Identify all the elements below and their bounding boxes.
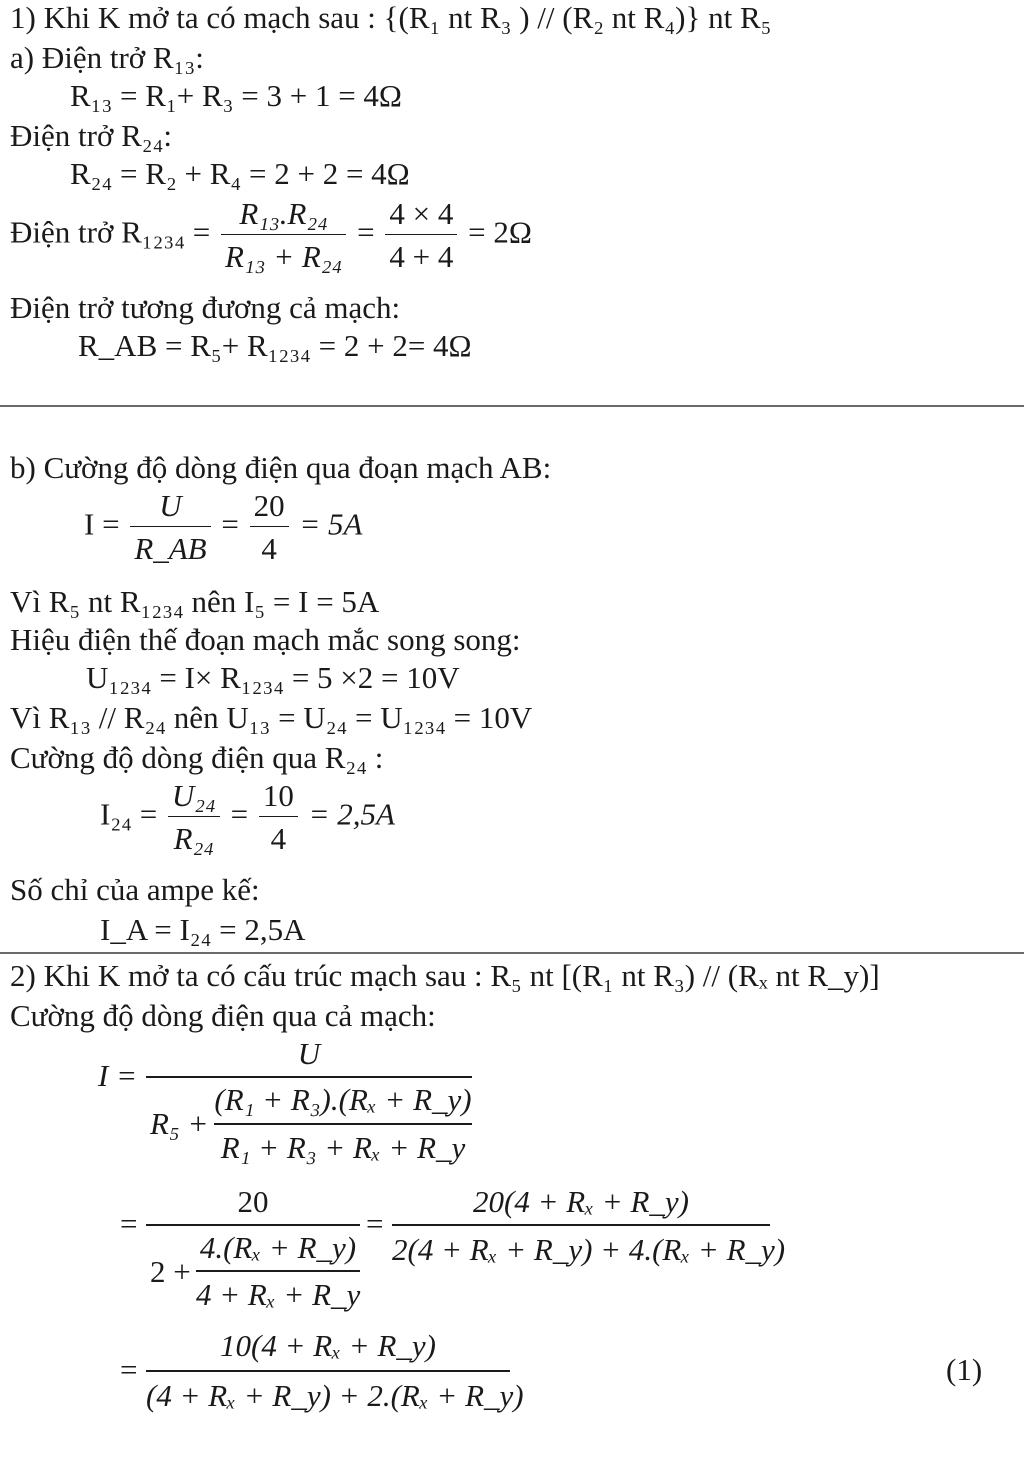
formula1-numerator: U xyxy=(297,1036,321,1071)
equation-number: (1) xyxy=(946,1352,983,1387)
i5-statement: Vì R₅ nt R₁₂₃₄ nên I₅ = I = 5A xyxy=(10,584,380,619)
fraction-bar xyxy=(146,1224,360,1226)
formula1-inner-denominator: R₁ + R₃ + Rₓ + R_y xyxy=(220,1130,466,1165)
fraction-bar xyxy=(196,1270,360,1272)
fraction-numerator: U₂₄ xyxy=(168,778,220,817)
fraction-bar xyxy=(214,1123,472,1125)
current-fraction-1 xyxy=(130,488,210,567)
r1234-fraction-1 xyxy=(221,196,346,275)
formula2-inner-denominator: 4 + Rₓ + R_y xyxy=(196,1277,361,1312)
part2-heading: 2) Khi K mở ta có cấu trúc mạch sau : R₅ nt [(R₁ nt R₃) // (Rₓ nt R_y)] xyxy=(10,958,880,993)
total-current-label: Cường độ dòng điện qua cả mạch: xyxy=(10,998,436,1033)
formula2-inner-numerator: 4.(Rₓ + R_y) xyxy=(199,1230,357,1265)
section-divider xyxy=(0,952,1024,954)
formula1-inner-numerator: (R₁ + R₃).(Rₓ + R_y) xyxy=(214,1082,472,1117)
i24-lhs: I₂₄ = xyxy=(100,796,158,832)
formula4-numerator: 10(4 + Rₓ + R_y) xyxy=(220,1328,436,1363)
current-result: = 5A xyxy=(299,506,363,542)
equals-sign: = xyxy=(120,1352,138,1387)
equation-r13: R₁₃ = R₁+ R₃ = 3 + 1 = 4Ω xyxy=(70,78,402,113)
r24-label: Điện trở R₂₄: xyxy=(10,118,172,153)
fraction-numerator: U xyxy=(130,488,210,527)
formula1-denominator-prefix: R₅ + xyxy=(150,1106,209,1141)
u13-statement: Vì R₁₃ // R₂₄ nên U₁₃ = U₂₄ = U₁₂₃₄ = 10V xyxy=(10,700,533,735)
fraction-numerator: 10 xyxy=(259,778,298,817)
voltage-label: Hiệu điện thế đoạn mạch mắc song song: xyxy=(10,622,521,657)
part-a-label: a) Điện trở R₁₃: xyxy=(10,40,204,75)
equation-u1234: U₁₂₃₄ = I× R₁₂₃₄ = 5 ×2 = 10V xyxy=(86,660,460,695)
i-lhs: I = xyxy=(98,1058,137,1093)
fraction-denominator: R₂₄ xyxy=(173,821,215,856)
fraction-bar xyxy=(392,1224,770,1226)
equation-r1234 xyxy=(10,196,532,275)
fraction-denominator: 4 + 4 xyxy=(389,239,454,274)
equals-sign: = xyxy=(366,1206,384,1241)
formula2-denominator-prefix: 2 + xyxy=(150,1254,191,1289)
r1234-fraction-2 xyxy=(385,196,457,275)
fraction-numerator: 4 × 4 xyxy=(385,196,457,235)
equation-r24: R₂₄ = R₂ + R₄ = 2 + 2 = 4Ω xyxy=(70,156,410,191)
equation-i24 xyxy=(100,778,395,857)
fraction-denominator: 4 xyxy=(270,821,287,856)
equation-current-i xyxy=(84,488,362,567)
formula4-denominator: (4 + Rₓ + R_y) + 2.(Rₓ + R_y) xyxy=(146,1378,524,1413)
fraction-denominator: 4 xyxy=(261,531,277,566)
fraction-denominator: R₁₃ + R₂₄ xyxy=(224,239,343,274)
fraction-bar xyxy=(146,1370,510,1372)
fraction-denominator: R_AB xyxy=(134,531,207,566)
equivalent-resistance-label: Điện trở tương đương cả mạch: xyxy=(10,290,401,325)
equation-rab: R_AB = R₅+ R₁₂₃₄ = 2 + 2= 4Ω xyxy=(78,328,472,363)
equals-sign: = xyxy=(221,506,239,542)
part1-heading: 1) Khi K mở ta có mạch sau : {(R₁ nt R₃ ) // (R₂ nt R₄)} nt R₅ xyxy=(10,0,772,35)
fraction-bar xyxy=(146,1076,472,1078)
section-divider xyxy=(0,405,1024,407)
ammeter-label: Số chỉ của ampe kế: xyxy=(10,872,260,907)
i24-label: Cường độ dòng điện qua R₂₄ : xyxy=(10,740,384,775)
equals-sign: = xyxy=(357,214,375,250)
part-b-label: b) Cường độ dòng điện qua đoạn mạch AB: xyxy=(10,450,552,485)
formula3-numerator: 20(4 + Rₓ + R_y) xyxy=(473,1184,689,1219)
current-lhs: I = xyxy=(84,506,120,542)
formula3-denominator: 2(4 + Rₓ + R_y) + 4.(Rₓ + R_y) xyxy=(392,1232,786,1267)
equation-ia: I_A = I₂₄ = 2,5A xyxy=(100,912,306,947)
i24-fraction-2 xyxy=(259,778,298,857)
equals-sign: = xyxy=(230,796,249,832)
i24-result: = 2,5A xyxy=(308,796,395,832)
current-fraction-2 xyxy=(250,488,289,567)
equals-sign: = xyxy=(120,1206,138,1241)
fraction-numerator: 20 xyxy=(250,488,289,527)
r1234-label: Điện trở R₁₂₃₄ = xyxy=(10,214,211,250)
fraction-numerator: R₁₃.R₂₄ xyxy=(221,196,346,235)
formula2-numerator: 20 xyxy=(237,1184,269,1219)
r1234-result: = 2Ω xyxy=(468,214,532,250)
i24-fraction-1 xyxy=(168,778,220,857)
